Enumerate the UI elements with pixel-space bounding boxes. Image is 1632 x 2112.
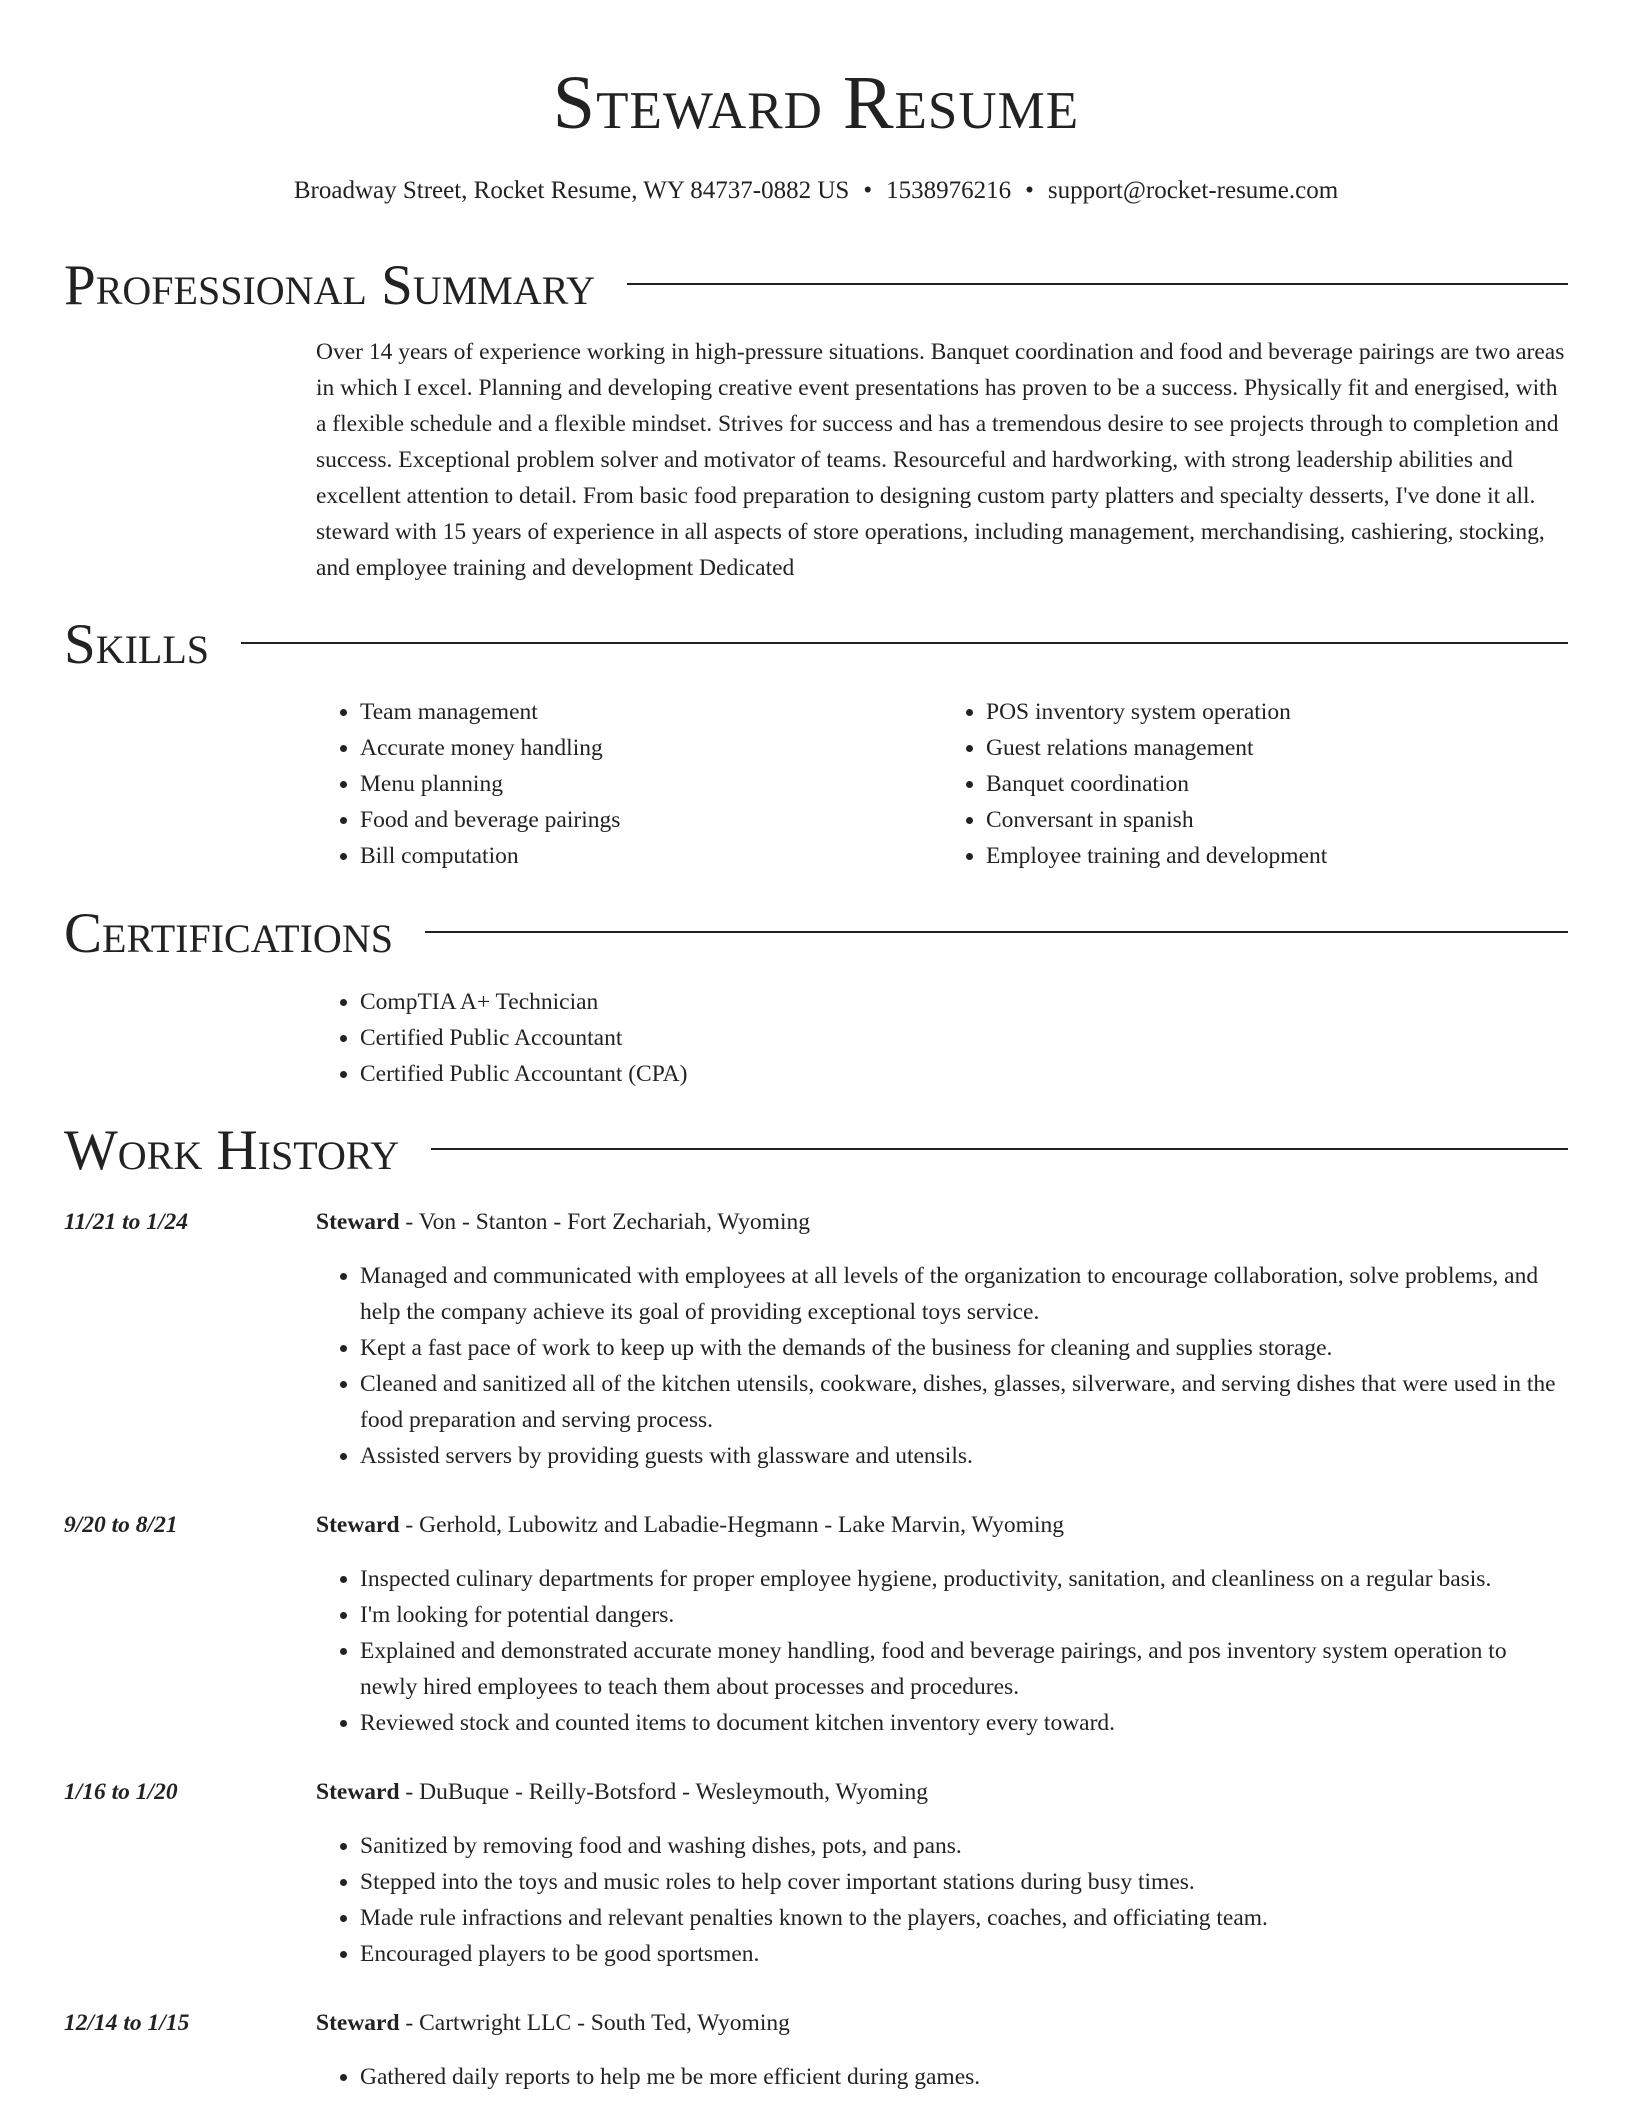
job-bullet: • Explained and demonstrated accurate money handling, food and beverage pairings, and pos inventory system operation to newly hired employees to teach them about processes and procedures. xyxy=(360,1633,1568,1705)
job-details: - DuBuque - Reilly-Botsford - Wesleymouth, Wyoming xyxy=(399,1779,928,1805)
job-bullet: • Kept a fast pace of work to keep up with the demands of the business for cleaning and supplies storage. xyxy=(360,1330,1568,1366)
job-bullet: • Sanitized by removing food and washing dishes, pots, and pans. xyxy=(360,1828,1568,1864)
skill-item: • Guest relations management xyxy=(986,730,1568,766)
skills-list xyxy=(316,694,1568,874)
skill-item: • Banquet coordination xyxy=(986,766,1568,802)
section-title: Skills xyxy=(64,613,210,676)
job-bullet: • Made rule infractions and relevant penalties known to the players, coaches, and officiating team. xyxy=(360,1900,1568,1936)
skill-item: • Conversant in spanish xyxy=(986,802,1568,838)
certifications-list xyxy=(316,984,1568,1092)
separator: • xyxy=(1025,177,1034,204)
job-bullet: • Cleaned and sanitized all of the kitchen utensils, cookware, dishes, glasses, silverware, and serving dishes that were used in the food preparation and serving process. xyxy=(360,1366,1568,1438)
skill-item: • Accurate money handling xyxy=(360,730,942,766)
job-bullet: • Stepped into the toys and music roles to help cover important stations during busy times. xyxy=(360,1864,1568,1900)
resume-name: Steward Resume xyxy=(552,61,1080,145)
job-title-line xyxy=(316,2005,1568,2041)
section-divider xyxy=(627,283,1568,285)
job-bullet: • I'm looking for potential dangers. xyxy=(360,1597,1568,1633)
skill-item: • POS inventory system operation xyxy=(986,694,1568,730)
job-bullet: • Inspected culinary departments for proper employee hygiene, productivity, sanitation, and cleanliness on a regular basis. xyxy=(360,1561,1568,1597)
email: support@rocket-resume.com xyxy=(1047,177,1339,204)
job-details: - Gerhold, Lubowitz and Labadie-Hegmann - Lake Marvin, Wyoming xyxy=(399,1512,1064,1538)
job-bullet: • Encouraged players to be good sportsmen. xyxy=(360,1936,1568,1972)
job-title-line xyxy=(316,1204,1568,1240)
section-divider xyxy=(425,931,1568,933)
section-divider xyxy=(241,642,1568,644)
section-certifications-header xyxy=(64,904,1568,964)
certification-item: • CompTIA A+ Technician xyxy=(360,984,1568,1020)
skill-item: • Employee training and development xyxy=(986,838,1568,874)
job-bullets xyxy=(316,1561,1568,1741)
job-title: Steward xyxy=(316,1209,400,1235)
section-work-history-header xyxy=(64,1121,1568,1181)
phone: 1538976216 xyxy=(886,177,1012,204)
skills-column-right xyxy=(942,694,1568,874)
job-title: Steward xyxy=(316,1512,400,1538)
job-bullets xyxy=(316,1258,1568,1474)
skill-item: • Menu planning xyxy=(360,766,942,802)
section-summary-header xyxy=(64,256,1568,316)
section-title: Work History xyxy=(64,1119,400,1182)
job-title-line xyxy=(316,1507,1568,1543)
certification-item: • Certified Public Accountant (CPA) xyxy=(360,1056,1568,1092)
address: Broadway Street, Rocket Resume, WY 84737-0882 US xyxy=(293,177,850,204)
skill-item: • Team management xyxy=(360,694,942,730)
skills-column-left xyxy=(316,694,942,874)
section-skills-header xyxy=(64,615,1568,675)
job-title: Steward xyxy=(316,1779,400,1805)
job-dates: 1/16 to 1/20 xyxy=(64,1779,178,1805)
job-dates: 11/21 to 1/24 xyxy=(64,1209,189,1235)
section-title: Certifications xyxy=(64,902,393,965)
section-divider xyxy=(431,1148,1568,1150)
job-title-line xyxy=(316,1774,1568,1810)
job-bullet: • Gathered daily reports to help me be more efficient during games. xyxy=(360,2059,1568,2095)
job-details: - Cartwright LLC - South Ted, Wyoming xyxy=(399,2010,790,2036)
skill-item: • Bill computation xyxy=(360,838,942,874)
job-title: Steward xyxy=(316,2010,400,2036)
summary-block xyxy=(316,334,1568,586)
job-bullets xyxy=(316,2059,1568,2095)
job-bullet: • Reviewed stock and counted items to document kitchen inventory every toward. xyxy=(360,1705,1568,1741)
certification-item: • Certified Public Accountant xyxy=(360,1020,1568,1056)
section-title: Professional Summary xyxy=(64,254,596,317)
job-details: - Von - Stanton - Fort Zechariah, Wyoming xyxy=(399,1209,810,1235)
job-dates: 12/14 to 1/15 xyxy=(64,2010,190,2036)
skill-item: • Food and beverage pairings xyxy=(360,802,942,838)
separator: • xyxy=(863,177,873,204)
job-dates: 9/20 to 8/21 xyxy=(64,1512,178,1538)
contact-line xyxy=(0,174,1632,208)
job-bullet: • Assisted servers by providing guests with glassware and utensils. xyxy=(360,1438,1568,1474)
job-bullets xyxy=(316,1828,1568,1972)
summary-text: Over 14 years of experience working in high-pressure situations. Banquet coordination and food and beverage pairings are two areas in which I excel. Planning and developing creative event presentations has proven to be a success. Physically fit and energised, with a flexible schedule and a flexible mindset. Strives for success and has a tremendous desire to see projects through to completion and success. Exceptional problem solver and motivator of teams. Resourceful and hardworking, with strong leadership abilities and excellent attention to detail. From basic food preparation to designing custom party platters and specialty desserts, I've done it all. steward with 15 years of experience in all aspects of store operations, including management, merchandising, cashiering, stocking, and employee training and development Dedicated xyxy=(316,339,1565,581)
job-bullet: • Managed and communicated with employees at all levels of the organization to encourage collaboration, solve problems, and help the company achieve its goal of providing exceptional toys service. xyxy=(360,1258,1568,1330)
